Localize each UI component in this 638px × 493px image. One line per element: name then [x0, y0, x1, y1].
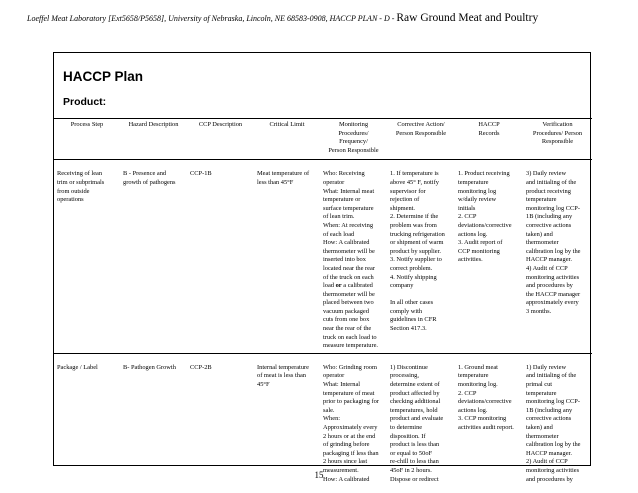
cell-text: 3. Notify supplier to [390, 256, 442, 264]
cell-text: above 45° F, notify [390, 178, 439, 186]
cell-text: In all other cases [390, 299, 434, 307]
cell-text: of the truck on each [323, 273, 374, 281]
cell-text: or equal to 50oF [390, 449, 433, 457]
cell-text: When: At receiving [323, 221, 374, 229]
cell-text: 3 months. [526, 307, 552, 315]
page-header [27, 12, 627, 24]
cell-text: temperature [526, 196, 557, 204]
cell-process-step [54, 160, 120, 353]
column-header-text: CCP Description [198, 121, 243, 128]
product-label: Product: [63, 96, 107, 108]
cell-text: temperature [526, 389, 557, 397]
plan-title: HACCP Plan [63, 69, 144, 84]
cell-text: temperature of meat [323, 389, 375, 397]
cell-text: HACCP manager. [526, 256, 572, 264]
cell-text: Package / Label [57, 363, 98, 371]
cell-critical-limit [254, 353, 320, 486]
column-header-text: Responsible [541, 138, 574, 146]
cell-text: activities. [458, 256, 483, 264]
cell-text: corrective actions [526, 415, 572, 423]
cell-text: monitoring log. [458, 381, 498, 389]
cell-text: monitoring log CCP- [526, 204, 580, 212]
cell-text: temperatures, hold [390, 406, 438, 414]
column-header-text: Procedures/ Person [532, 129, 583, 137]
cell-text: sale. [323, 406, 335, 414]
cell-text: load or a calibrated [323, 282, 373, 290]
table-body [54, 160, 592, 486]
cell-text: determine extent of [390, 381, 440, 389]
column-header-text: Critical Limit [269, 121, 305, 128]
cell-text: w/daily review [458, 196, 497, 204]
cell-text: operator [323, 372, 345, 380]
cell-text: 1) Daily review [526, 363, 567, 371]
cell-process-step [54, 353, 120, 486]
cell-text: corrective actions [526, 221, 572, 229]
cell-text: 2. Determine if the [390, 213, 439, 221]
cell-text: Section 417.3. [390, 325, 427, 333]
cell-text: 1. Product receiving [458, 170, 510, 178]
column-header-text: Person Responsible [328, 146, 379, 154]
header-document-title: Raw Ground Meat and Poultry [396, 12, 539, 24]
cell-text: operator [323, 178, 345, 186]
cell-text: 3) Daily review [526, 170, 567, 178]
cell-text: monitoring activities [526, 466, 580, 474]
cell-text: 1B (including any [526, 406, 573, 414]
cell-text: taken) and [526, 424, 553, 431]
cell-text: rejection of [390, 196, 420, 204]
cell-text: problem was from [390, 221, 437, 229]
column-header-text: Verification [542, 121, 573, 128]
cell-text: product and evaluate [390, 415, 444, 423]
cell-text: Receiving of lean [57, 170, 103, 178]
column-header-text: Monitoring [338, 121, 369, 128]
column-header-critical-limit [254, 119, 320, 160]
cell-text: and initialing of the [526, 372, 577, 380]
cell-text: temperature [458, 178, 489, 186]
cell-corrective [387, 353, 455, 486]
cell-text: disposition. If [390, 432, 426, 440]
cell-text: deviations/corrective [458, 398, 512, 406]
cell-verification [523, 353, 592, 486]
column-header-text: HACCP [478, 121, 500, 128]
cell-text: 45°F [257, 381, 270, 389]
table-header-row [54, 119, 592, 160]
cell-text: monitoring log CCP- [526, 398, 580, 406]
cell-text: product affected by [390, 389, 440, 397]
cell-text: placed between two [323, 299, 374, 307]
cell-text: thermometer will be [323, 290, 375, 298]
cell-text: 2 hours since last [323, 458, 368, 466]
cell-text: What: Internal meat [323, 187, 375, 195]
column-header-ccp [187, 119, 254, 160]
cell-text: temperature or [323, 196, 361, 204]
cell-text: Who: Receiving [323, 170, 365, 178]
cell-text: or shipment of warm [390, 239, 444, 247]
column-header-text: Frequency/ [339, 138, 368, 146]
cell-text: processing, [390, 372, 419, 380]
column-header-hazard [120, 119, 187, 160]
cell-text: CCP-1B [190, 170, 212, 178]
haccp-table [54, 118, 592, 486]
cell-text: measure temperature. [323, 342, 379, 350]
cell-text: less than 45°F [257, 178, 294, 186]
cell-text: prior to packaging for [323, 398, 379, 406]
cell-monitoring [320, 160, 387, 353]
cell-text: checking additional [390, 398, 441, 406]
cell-text: initials [458, 204, 476, 212]
cell-text: re-chill to less than [390, 458, 439, 466]
cell-text: monitoring log [458, 187, 497, 195]
cell-text: 4. Notify shipping [390, 273, 437, 281]
cell-text: growth of pathogens [123, 178, 176, 186]
cell-text: thermometer will be [323, 247, 375, 255]
column-header-verification [523, 119, 592, 160]
cell-text [390, 291, 452, 300]
cell-text: measurement. [323, 466, 359, 474]
cell-text: of meat is less than [257, 372, 306, 380]
cell-text: deviations/corrective [458, 221, 512, 229]
cell-hazard [120, 353, 187, 486]
cell-text: 2) Audit of CCP [526, 458, 568, 466]
cell-text: approximately every [526, 299, 579, 307]
cell-text: 1. If temperature is [390, 170, 439, 178]
cell-text: located near the rear [323, 264, 375, 272]
cell-text: packaging if less than [323, 449, 379, 457]
cell-ccp [187, 160, 254, 353]
cell-text: from outside [57, 187, 90, 195]
cell-monitoring [320, 353, 387, 486]
cell-text: calibration log by the [526, 441, 581, 449]
column-header-text: Procedures/ [338, 129, 369, 137]
cell-text: taken) and [526, 230, 553, 238]
cell-text: 2 hours or at the end [323, 432, 376, 440]
cell-text: guidelines in CFR [390, 316, 437, 324]
table-row [54, 353, 592, 486]
column-header-records [455, 119, 523, 160]
cell-text: HACCP manager. [526, 449, 572, 457]
cell-text: Meat temperature of [257, 170, 310, 178]
column-header-corrective [387, 119, 455, 160]
cell-records [455, 160, 523, 353]
cell-text: and procedures by [526, 282, 573, 290]
cell-hazard [120, 160, 187, 353]
cell-text: comply with [390, 307, 423, 315]
cell-text: of each load [323, 230, 355, 238]
cell-text: 2. CCP [458, 213, 477, 221]
column-header-text: Person Responsible [395, 129, 447, 137]
cell-text: supervisor for [390, 187, 426, 195]
cell-ccp [187, 353, 254, 486]
cell-text: product receiving [526, 187, 571, 195]
cell-text: 3. Audit report of [458, 239, 503, 247]
cell-corrective [387, 160, 455, 353]
cell-text: thermometer [526, 239, 559, 247]
page-number: 15 [314, 470, 324, 480]
cell-text: truck on each load to [323, 333, 377, 341]
cell-text: actions log. [458, 406, 488, 414]
cell-text: operations [57, 196, 84, 204]
header-citation: Loeffel Meat Laboratory [Ext5658/P5658], University of Nebraska, Lincoln, NE 68583-0908, HACCP PLAN - D - [27, 14, 395, 23]
cell-text: Who: Grinding room [323, 363, 377, 371]
cell-text: CCP monitoring [458, 247, 500, 255]
cell-text: temperature [458, 372, 489, 380]
cell-text: trucking refrigeration [390, 230, 445, 238]
cell-text: How: A calibrated [323, 239, 370, 247]
cell-text: Internal temperature [257, 363, 309, 371]
cell-critical-limit [254, 160, 320, 353]
cell-text: 4) Audit of CCP [526, 264, 568, 272]
cell-text: How: A calibrated [323, 475, 370, 483]
cell-text: thermometer [526, 432, 559, 440]
cell-text: company [390, 282, 414, 290]
cell-text: inserted into box [323, 256, 366, 264]
cell-text: B - Presence and [123, 170, 167, 178]
cell-text: monitoring activities [526, 273, 580, 281]
cell-text: B- Pathogen Growth [123, 363, 176, 371]
cell-text: Dispose or redirect [390, 475, 439, 483]
cell-text: actions log. [458, 230, 488, 238]
cell-text: 1) Discontinue [390, 363, 428, 371]
cell-text: of lean trim. [323, 213, 355, 221]
cell-text: 1B (including any [526, 213, 573, 221]
cell-text: trim or subprimals [57, 178, 105, 186]
cell-text: surface temperature [323, 204, 374, 212]
cell-text: What: Internal [323, 381, 361, 389]
cell-text: and procedures by [526, 475, 573, 483]
cell-text: the HACCP manager [526, 290, 581, 298]
cell-text: 45oF in 2 hours. [390, 466, 432, 474]
cell-text: to determine [390, 424, 423, 431]
column-header-text: Corrective Action/ [397, 121, 445, 128]
cell-verification [523, 160, 592, 353]
cell-text: shipment. [390, 204, 416, 212]
cell-text: product is less than [390, 441, 440, 449]
cell-records [455, 353, 523, 486]
column-header-text: Process Step [70, 121, 104, 128]
cell-text: When: [323, 415, 341, 423]
cell-text: vacuum packaged [323, 307, 369, 315]
cell-text: calibration log by the [526, 247, 581, 255]
cell-text: 2. CCP [458, 389, 477, 397]
column-header-text: Records [478, 129, 500, 137]
cell-text: cuts from one box [323, 316, 370, 324]
cell-text: correct problem. [390, 264, 433, 272]
cell-text: CCP-2B [190, 363, 212, 371]
cell-text: of grinding before [323, 441, 370, 449]
cell-text: 1. Ground meat [458, 363, 498, 371]
cell-text: near the rear of the [323, 325, 372, 333]
column-header-monitoring [320, 119, 387, 160]
column-header-text: Hazard Description [128, 121, 179, 128]
cell-text: primal cut [526, 381, 553, 389]
cell-text: 3. CCP monitoring [458, 415, 507, 423]
column-header-process-step [54, 119, 120, 160]
cell-text: product by supplier. [390, 247, 441, 255]
cell-text: and initialing of the [526, 178, 577, 186]
cell-text: activities audit report. [458, 424, 514, 431]
cell-text: Approximately every [323, 424, 378, 431]
table-row [54, 160, 592, 353]
